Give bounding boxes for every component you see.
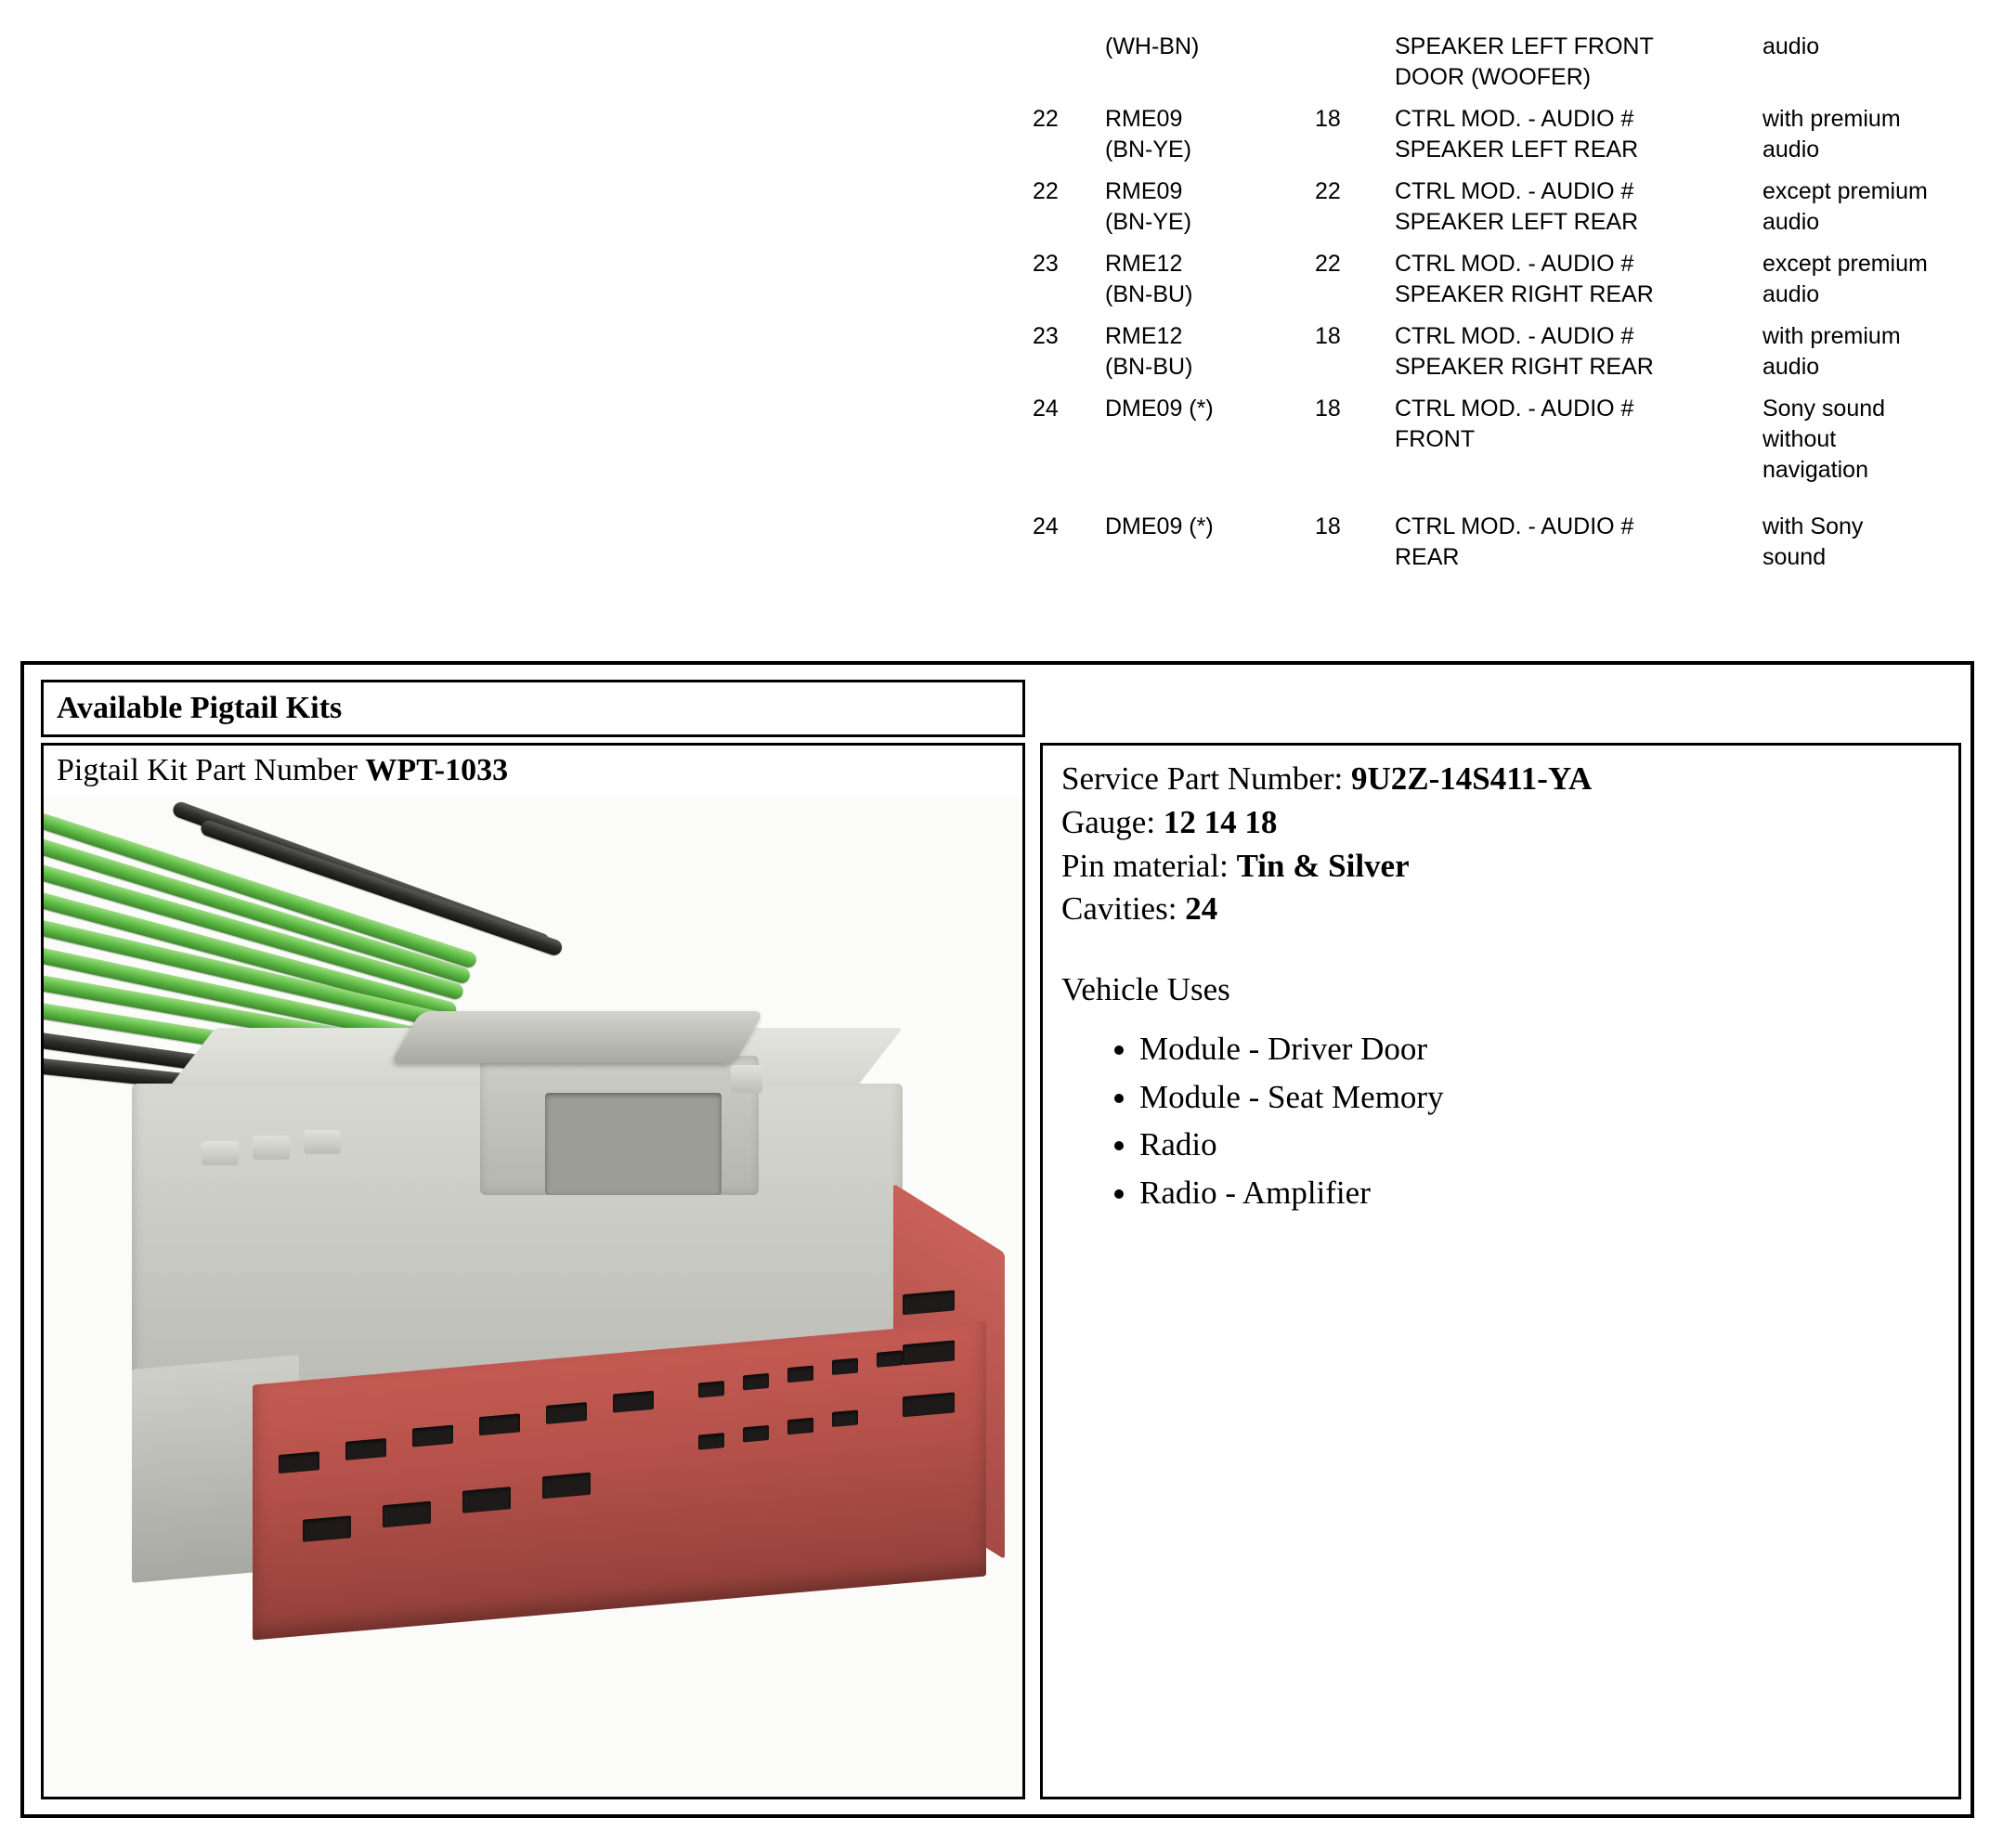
vehicle-uses-list (1061, 1026, 1940, 1216)
circuit-code: RME12 (1105, 251, 1183, 277)
description-line2: REAR (1395, 544, 1460, 570)
cell-note (1757, 512, 1980, 573)
description-line1: CTRL MOD. - AUDIO # (1395, 251, 1634, 277)
terminal-cavity (832, 1410, 858, 1427)
available-pigtail-kits-panel (20, 661, 1974, 1818)
table-row (1021, 104, 1987, 165)
circuit-color: (BN-BU) (1105, 354, 1193, 380)
circuit-color: (BN-BU) (1105, 281, 1193, 307)
table-row (1021, 394, 1987, 486)
cell-circuit (1094, 32, 1289, 62)
cell-circuit (1094, 321, 1289, 383)
cell-note (1757, 321, 1980, 383)
terminal-cavity (303, 1515, 351, 1542)
circuit-code: RME09 (1105, 106, 1183, 132)
note-line1: except premium (1762, 251, 1928, 277)
note-line2: audio (1762, 354, 1820, 380)
terminal-cavity (383, 1501, 431, 1528)
pigtail-kit-image-cell (41, 743, 1025, 1799)
list-item: • Module - Driver Door (1139, 1026, 1940, 1072)
list-item: • Radio - Amplifier (1139, 1170, 1940, 1216)
housing-rib (731, 1065, 762, 1093)
note-line1: with Sony (1762, 513, 1864, 539)
cell-note (1757, 32, 1980, 62)
description-line2: FRONT (1395, 426, 1476, 452)
terminal-cavity (832, 1358, 858, 1375)
kit-part-number: WPT-1033 (365, 753, 509, 787)
cavities-row (1061, 889, 1940, 930)
cell-description (1389, 32, 1757, 93)
terminal-cavity (743, 1373, 769, 1390)
note-line1: audio (1762, 33, 1820, 59)
service-part-number-label: Service Part Number: (1061, 760, 1351, 797)
pigtail-kits-header: Available Pigtail Kits (41, 680, 1025, 737)
table-row (1021, 176, 1987, 238)
cell-note (1757, 176, 1980, 238)
terminal-cavity (787, 1366, 813, 1383)
description-line1: SPEAKER LEFT FRONT (1395, 33, 1654, 59)
pin-material-row (1061, 846, 1940, 888)
cell-cavity: 22 (1033, 178, 1059, 204)
cell-cavity: 24 (1033, 513, 1059, 539)
terminal-cavity (462, 1487, 511, 1513)
list-item: • Radio (1139, 1122, 1940, 1168)
cell-description (1389, 104, 1757, 165)
connector-latch-slot (545, 1093, 722, 1195)
cell-description (1389, 394, 1757, 455)
description-line2: SPEAKER LEFT REAR (1395, 136, 1639, 162)
terminal-cavity (903, 1392, 955, 1417)
cavities-label: Cavities: (1061, 890, 1186, 928)
terminal-cavity (479, 1413, 520, 1435)
cell-description (1389, 512, 1757, 573)
terminal-cavity (903, 1340, 955, 1365)
note-line1: with premium (1762, 106, 1901, 132)
circuit-code: RME12 (1105, 323, 1183, 349)
kit-label-text: Pigtail Kit Part Number (57, 753, 366, 787)
note-line2: audio (1762, 281, 1820, 307)
housing-rib (253, 1136, 290, 1160)
housing-rib (304, 1130, 341, 1154)
cell-note (1757, 249, 1980, 310)
cell-note (1757, 394, 1980, 486)
housing-rib (202, 1141, 239, 1165)
note-line1: with premium (1762, 323, 1901, 349)
service-part-number-row (1061, 759, 1940, 800)
circuit-code: DME09 (*) (1105, 513, 1214, 539)
cell-cavity: 23 (1033, 251, 1059, 277)
cell-gauge: 22 (1315, 251, 1341, 277)
cell-description (1389, 321, 1757, 383)
gauge-label: Gauge: (1061, 803, 1164, 840)
cell-circuit (1094, 249, 1289, 310)
table-row (1021, 32, 1987, 93)
description-line1: CTRL MOD. - AUDIO # (1395, 323, 1634, 349)
terminal-cavity (412, 1425, 453, 1448)
circuit-code: DME09 (*) (1105, 396, 1214, 422)
terminal-cavity (345, 1438, 386, 1461)
connector-photo (44, 796, 1022, 1797)
cell-gauge: 18 (1315, 323, 1341, 349)
terminal-cavity (613, 1391, 654, 1413)
pigtail-kit-specs-cell (1040, 743, 1961, 1799)
terminal-cavity (546, 1402, 587, 1424)
cell-circuit (1094, 394, 1289, 424)
cell-cavity: 23 (1033, 323, 1059, 349)
table-row (1021, 249, 1987, 310)
note-line2: audio (1762, 209, 1820, 235)
cell-gauge: 18 (1315, 106, 1341, 132)
description-line1: CTRL MOD. - AUDIO # (1395, 396, 1634, 422)
service-part-number-value: 9U2Z-14S411-YA (1351, 760, 1593, 797)
cell-circuit (1094, 104, 1289, 165)
circuit-code: RME09 (1105, 178, 1183, 204)
cell-cavity: 24 (1033, 396, 1059, 422)
description-line2: DOOR (WOOFER) (1395, 64, 1592, 90)
circuit-color: (BN-YE) (1105, 136, 1192, 162)
gauge-value: 12 14 18 (1163, 803, 1278, 840)
note-line1: except premium (1762, 178, 1928, 204)
note-line2: without (1762, 426, 1837, 452)
circuit-color: (BN-YE) (1105, 209, 1192, 235)
list-item: • Module - Seat Memory (1139, 1074, 1940, 1121)
pigtail-kit-part-number-label (57, 753, 508, 788)
gauge-row (1061, 802, 1940, 844)
description-line2: SPEAKER LEFT REAR (1395, 209, 1639, 235)
wire-assignment-table (1021, 32, 1987, 584)
terminal-cavity (743, 1425, 769, 1442)
description-line2: SPEAKER RIGHT REAR (1395, 281, 1654, 307)
cell-circuit (1094, 176, 1289, 238)
description-line2: SPEAKER RIGHT REAR (1395, 354, 1654, 380)
pin-material-value: Tin & Silver (1236, 847, 1410, 884)
terminal-cavity (698, 1381, 724, 1397)
terminal-cavity (877, 1350, 903, 1367)
connector-latch (391, 1011, 764, 1063)
terminal-cavity (279, 1451, 319, 1474)
cell-gauge: 22 (1315, 178, 1341, 204)
terminal-cavity (542, 1473, 591, 1500)
description-line1: CTRL MOD. - AUDIO # (1395, 178, 1634, 204)
table-row (1021, 321, 1987, 383)
circuit-color: (WH-BN) (1105, 33, 1200, 59)
cell-cavity: 22 (1033, 106, 1059, 132)
note-line1: Sony sound (1762, 396, 1886, 422)
pin-material-label: Pin material: (1061, 847, 1237, 884)
description-line1: CTRL MOD. - AUDIO # (1395, 513, 1634, 539)
note-line2: sound (1762, 544, 1827, 570)
cell-gauge: 18 (1315, 513, 1341, 539)
cell-note (1757, 104, 1980, 165)
table-row (1021, 512, 1987, 573)
note-line3: navigation (1762, 457, 1868, 483)
vehicle-uses-title: Vehicle Uses (1061, 971, 1230, 1008)
cell-circuit (1094, 512, 1289, 542)
cell-gauge: 18 (1315, 396, 1341, 422)
cavities-value: 24 (1185, 890, 1218, 928)
terminal-cavity (698, 1433, 724, 1449)
note-line2: audio (1762, 136, 1820, 162)
cell-description (1389, 249, 1757, 310)
description-line1: CTRL MOD. - AUDIO # (1395, 106, 1634, 132)
terminal-cavity (787, 1418, 813, 1435)
cell-description (1389, 176, 1757, 238)
